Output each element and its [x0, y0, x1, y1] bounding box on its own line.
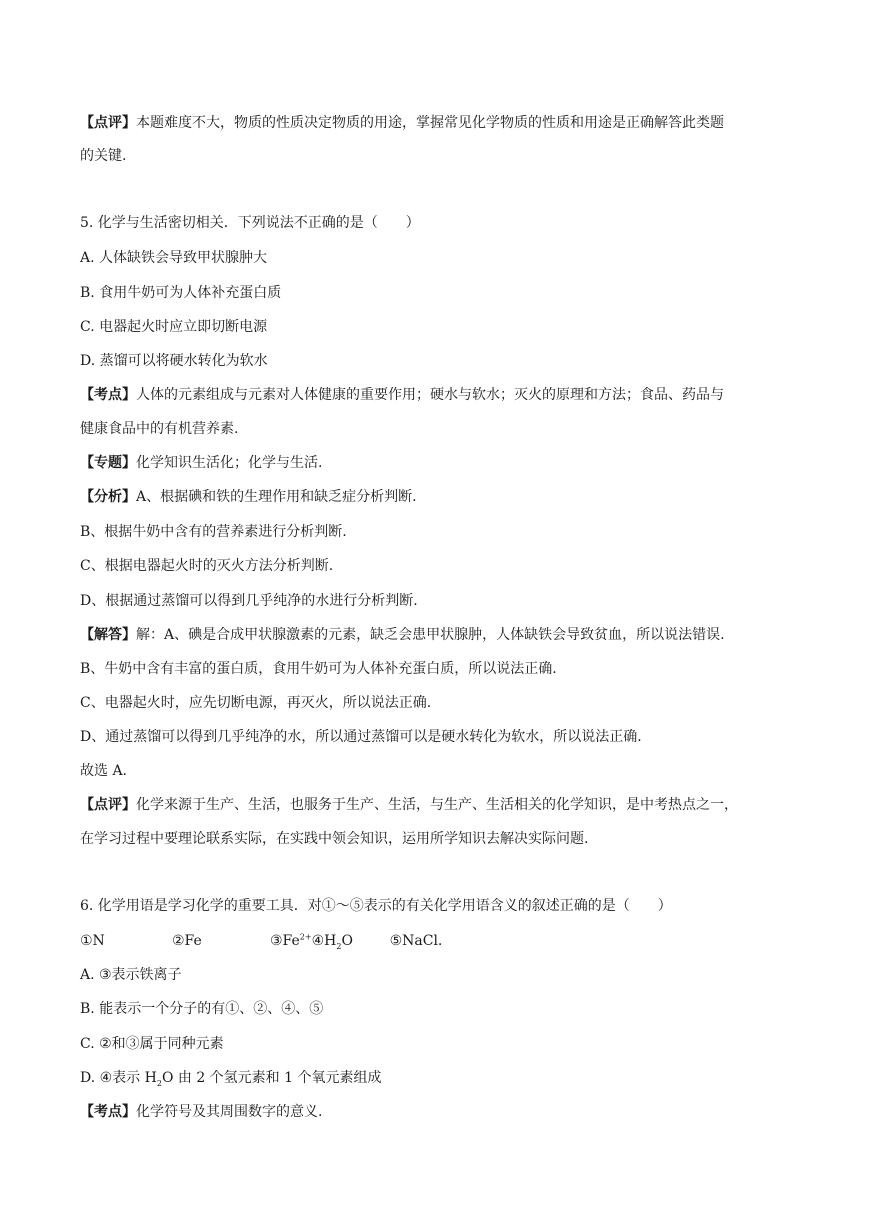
q5-review-line-1: [80, 796, 738, 814]
q6-formula-4-post: O: [341, 933, 353, 949]
q6-kaodian-text: 化学符号及其周围数字的意义.: [136, 1104, 323, 1120]
q5-jieda-line-4: D、通过蒸馏可以得到几乎纯净的水，所以通过蒸馏可以是硬水转化为软水，所以说法正确.: [80, 729, 642, 745]
q6-formula-3: [270, 932, 312, 950]
q6-option-d-subscript: 2: [156, 1078, 162, 1088]
fenxi-tag: 【分析】: [80, 489, 136, 505]
q4-review-line-2: 的关键.: [80, 148, 127, 164]
q5-jieda-line-2: B、牛奶中含有丰富的蛋白质，食用牛奶可为人体补充蛋白质，所以说法正确.: [80, 661, 557, 677]
q6-kaodian: [80, 1103, 322, 1121]
q5-jieda-line-3: C、电器起火时，应先切断电源，再灭火，所以说法正确.: [80, 695, 432, 711]
q5-review-text-1: 化学来源于生产、生活，也服务于生产、生活，与生产、生活相关的化学知识，是中考热点之一，: [136, 797, 738, 813]
q6-formula-1: ①N: [80, 933, 105, 949]
kaodian-tag: 【考点】: [80, 387, 136, 403]
q6-formula-4: [312, 932, 390, 950]
q5-zhuanti: [80, 454, 322, 472]
q4-review-text-1: 本题难度不大，物质的性质决定物质的用途，掌握常见化学物质的性质和用途是正确解答此类题: [136, 115, 724, 131]
q5-jieda-line-5: 故选 A.: [80, 763, 128, 779]
q6-option-a: A. ③表示铁离子: [80, 967, 182, 983]
zhuanti-tag: 【专题】: [80, 455, 136, 471]
q5-option-d: D. 蒸馏可以将硬水转化为软水: [80, 353, 268, 369]
q4-review-line-1: [80, 114, 724, 132]
q5-fenxi-line-4: D、根据通过蒸馏可以得到几乎纯净的水进行分析判断.: [80, 593, 418, 609]
q5-fenxi-line-2: B、根据牛奶中含有的营养素进行分析判断.: [80, 524, 347, 540]
q6-option-d-post: O 由 2 个氢元素和 1 个氧元素组成: [161, 1070, 382, 1086]
q5-fenxi-line-3: C、根据电器起火时的灭火方法分析判断.: [80, 558, 334, 574]
q5-stem: 5. 化学与生活密切相关．下列说法不正确的是（ ）: [80, 215, 420, 231]
review-tag: 【点评】: [80, 797, 136, 813]
q6-formula-2: ②Fe: [172, 933, 202, 949]
q6-option-d-pre: D. ④表示 H: [80, 1070, 157, 1086]
q5-fenxi-line-1: [80, 488, 417, 506]
q6-option-d: [80, 1069, 381, 1087]
q6-option-c: C. ②和③属于同种元素: [80, 1036, 224, 1052]
jieda-tag: 【解答】: [80, 627, 136, 643]
q6-formula-3-charge: 2+: [299, 932, 312, 942]
q6-formula-5: ⑤NaCl.: [389, 933, 443, 949]
q5-jieda-line-1: [80, 626, 725, 644]
q5-jieda-text-1: 解：A、碘是合成甲状腺激素的元素，缺乏会患甲状腺肿，人体缺铁会导致贫血，所以说法错误.: [136, 627, 725, 643]
q5-option-b: B. 食用牛奶可为人体补充蛋白质: [80, 285, 282, 301]
q5-option-c: C. 电器起火时应立即切断电源: [80, 319, 268, 335]
q6-formula-4-subscript: 2: [336, 941, 342, 951]
q5-review-line-2: 在学习过程中要理论联系实际，在实践中领会知识，运用所学知识去解决实际问题.: [80, 831, 589, 847]
q5-kaodian-line-1: [80, 386, 724, 404]
q6-stem: 6. 化学用语是学习化学的重要工具．对①～⑤表示的有关化学用语含义的叙述正确的是（ ）: [80, 898, 672, 914]
q5-kaodian-text-1: 人体的元素组成与元素对人体健康的重要作用；硬水与软水；灭火的原理和方法；食品、药品与: [136, 387, 724, 403]
q6-formula-line: [80, 932, 442, 950]
q6-option-b: B. 能表示一个分子的有①、②、④、⑤: [80, 1001, 324, 1017]
q5-option-a: A. 人体缺铁会导致甲状腺肿大: [80, 250, 268, 266]
q5-zhuanti-text: 化学知识生活化；化学与生活.: [136, 455, 323, 471]
kaodian-tag: 【考点】: [80, 1104, 136, 1120]
review-tag: 【点评】: [80, 115, 136, 131]
q6-formula-4-pre: ④H: [311, 933, 337, 949]
q6-formula-3-base: ③Fe: [270, 933, 300, 949]
q5-kaodian-line-2: 健康食品中的有机营养素.: [80, 421, 239, 437]
q5-fenxi-text-1: A、根据碘和铁的生理作用和缺乏症分析判断.: [136, 489, 417, 505]
